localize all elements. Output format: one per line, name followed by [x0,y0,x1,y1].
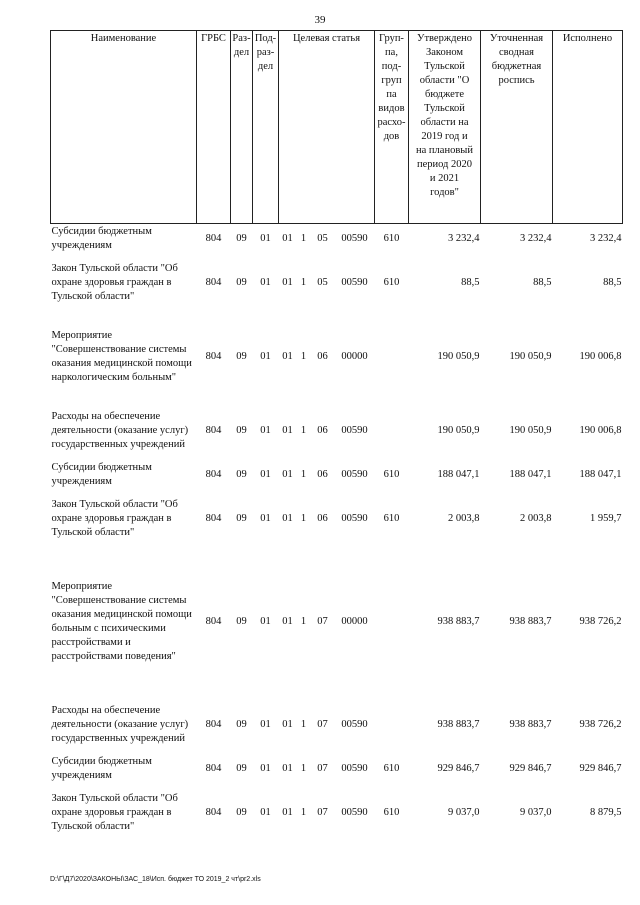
cell-t2: 1 [300,232,307,244]
cell-t4: 00000 [341,615,368,627]
cell-executed: 938 726,2 [579,615,622,627]
cell-refined: 2 003,8 [520,512,552,524]
cell-podrazdel: 01 [260,424,271,436]
cell-name: Субсидии бюджетным учреждениям [51,755,152,781]
budget-table [50,30,623,842]
cell-refined: 88,5 [533,276,552,288]
cell-refined: 3 232,4 [520,232,552,244]
cell-refined: 188 047,1 [509,468,552,480]
cell-podrazdel: 01 [260,468,271,480]
cell-t2: 1 [300,468,307,480]
cell-grbs: 804 [205,232,222,244]
cell-refined: 9 037,0 [520,806,552,818]
cell-podrazdel: 01 [260,718,271,730]
cell-approved: 188 047,1 [437,468,480,480]
cell-t4: 00000 [341,350,368,362]
cell-t2: 1 [300,615,307,627]
cell-razdel: 09 [236,806,247,818]
cell-executed: 190 006,8 [579,424,622,436]
cell-grbs: 804 [205,512,222,524]
cell-t3: 06 [317,468,328,480]
cell-approved: 190 050,9 [437,424,480,436]
cell-group [375,548,409,696]
cell-t1: 01 [282,718,293,730]
cell-name: Закон Тульской области "Об охране здоровья граждан в Тульской области" [51,792,178,832]
cell-name: Субсидии бюджетным учреждениям [51,461,152,487]
cell-razdel: 09 [236,468,247,480]
cell-group [375,312,409,402]
cell-t4: 00590 [341,762,368,774]
cell-podrazdel: 01 [260,276,271,288]
cell-t4: 00590 [341,806,368,818]
cell-name: Мероприятие "Совершенствование системы оказания медицинской помощи наркологическим больным" [51,329,192,383]
cell-refined: 929 846,7 [509,762,552,774]
cell-t1: 01 [282,468,293,480]
cell-t2: 1 [300,718,307,730]
cell-t3: 06 [317,350,328,362]
cell-grbs: 804 [205,276,222,288]
table-row [51,548,623,696]
cell-name: Закон Тульской области "Об охране здоровья граждан в Тульской области" [51,498,178,538]
cell-name: Мероприятие "Совершенствование системы оказания медицинской помощи больным с психическими расстройствами и расстройствами поведения" [51,580,192,662]
cell-executed: 938 726,2 [579,718,622,730]
table-row [51,460,623,490]
cell-t3: 07 [317,806,328,818]
header-razdel: Раз- дел [231,31,253,224]
cell-group: 610 [383,276,400,288]
cell-t4: 00590 [341,276,368,288]
header-grbs: ГРБС [197,31,231,224]
header-executed: Исполнено [553,31,623,224]
header-group: Груп- па, под- груп па видов расхо- дов [375,31,409,224]
cell-t1: 01 [282,350,293,362]
cell-approved: 938 883,7 [437,615,480,627]
table-header-row [51,31,623,224]
cell-t4: 00590 [341,718,368,730]
cell-razdel: 09 [236,512,247,524]
cell-razdel: 09 [236,762,247,774]
cell-refined: 938 883,7 [509,615,552,627]
cell-t4: 00590 [341,468,368,480]
cell-razdel: 09 [236,718,247,730]
table-row [51,696,623,754]
cell-group: 610 [383,232,400,244]
table-row [51,312,623,402]
cell-group: 610 [383,468,400,480]
cell-grbs: 804 [205,424,222,436]
cell-refined: 190 050,9 [509,350,552,362]
table-row [51,224,623,254]
cell-executed: 929 846,7 [579,762,622,774]
cell-t4: 00590 [341,424,368,436]
cell-t1: 01 [282,232,293,244]
cell-t2: 1 [300,350,307,362]
cell-t2: 1 [300,424,307,436]
cell-t1: 01 [282,276,293,288]
cell-t2: 1 [300,762,307,774]
cell-podrazdel: 01 [260,232,271,244]
header-refined: Уточненная сводная бюджетная роспись [481,31,553,224]
cell-approved: 938 883,7 [437,718,480,730]
cell-executed: 188 047,1 [579,468,622,480]
cell-grbs: 804 [205,718,222,730]
table-row [51,754,623,784]
page-number: 39 [314,14,326,26]
cell-grbs: 804 [205,468,222,480]
cell-t4: 00590 [341,232,368,244]
cell-name: Расходы на обеспечение деятельности (оказание услуг) государственных учреждений [51,410,189,450]
table-row [51,254,623,312]
cell-approved: 929 846,7 [437,762,480,774]
cell-executed: 8 879,5 [590,806,622,818]
cell-executed: 190 006,8 [579,350,622,362]
cell-group: 610 [383,806,400,818]
file-path-footer: D:\Г\Д7\2020\ЗАКОНЫ\ЗАС_18\Исп. бюджет ТО 2019_2 чт\pr2.xls [50,876,261,883]
cell-t3: 05 [317,232,328,244]
cell-executed: 3 232,4 [590,232,622,244]
cell-group: 610 [383,762,400,774]
table-row [51,490,623,548]
cell-t4: 00590 [341,512,368,524]
cell-approved: 88,5 [461,276,480,288]
cell-group [375,402,409,460]
header-target: Целевая статья [279,31,375,224]
cell-podrazdel: 01 [260,512,271,524]
cell-grbs: 804 [205,350,222,362]
cell-group [375,696,409,754]
cell-grbs: 804 [205,806,222,818]
cell-razdel: 09 [236,350,247,362]
cell-razdel: 09 [236,615,247,627]
table-row [51,784,623,842]
cell-t2: 1 [300,512,307,524]
cell-podrazdel: 01 [260,762,271,774]
cell-t3: 06 [317,512,328,524]
cell-executed: 1 959,7 [590,512,622,524]
cell-name: Субсидии бюджетным учреждениям [51,225,152,251]
cell-t3: 07 [317,718,328,730]
cell-t2: 1 [300,276,307,288]
cell-t3: 07 [317,762,328,774]
cell-t1: 01 [282,615,293,627]
cell-name: Расходы на обеспечение деятельности (оказание услуг) государственных учреждений [51,704,189,744]
cell-approved: 9 037,0 [448,806,480,818]
cell-grbs: 804 [205,615,222,627]
table-row [51,402,623,460]
cell-t1: 01 [282,424,293,436]
cell-refined: 190 050,9 [509,424,552,436]
cell-refined: 938 883,7 [509,718,552,730]
cell-approved: 2 003,8 [448,512,480,524]
cell-t3: 07 [317,615,328,627]
cell-approved: 190 050,9 [437,350,480,362]
header-approved: Утверждено Законом Тульской области "О бюджете Тульской области на 2019 год и на плановый период 2020 и 2021 годов" [409,31,481,224]
cell-grbs: 804 [205,762,222,774]
cell-t3: 06 [317,424,328,436]
cell-approved: 3 232,4 [448,232,480,244]
cell-executed: 88,5 [603,276,622,288]
cell-podrazdel: 01 [260,615,271,627]
cell-t1: 01 [282,762,293,774]
cell-razdel: 09 [236,232,247,244]
header-name: Наименование [51,31,197,224]
header-podrazdel: Под- раз- дел [253,31,279,224]
cell-t1: 01 [282,512,293,524]
cell-t3: 05 [317,276,328,288]
cell-group: 610 [383,512,400,524]
cell-podrazdel: 01 [260,350,271,362]
cell-t2: 1 [300,806,307,818]
cell-name: Закон Тульской области "Об охране здоровья граждан в Тульской области" [51,262,178,302]
cell-razdel: 09 [236,424,247,436]
cell-podrazdel: 01 [260,806,271,818]
cell-t1: 01 [282,806,293,818]
cell-razdel: 09 [236,276,247,288]
